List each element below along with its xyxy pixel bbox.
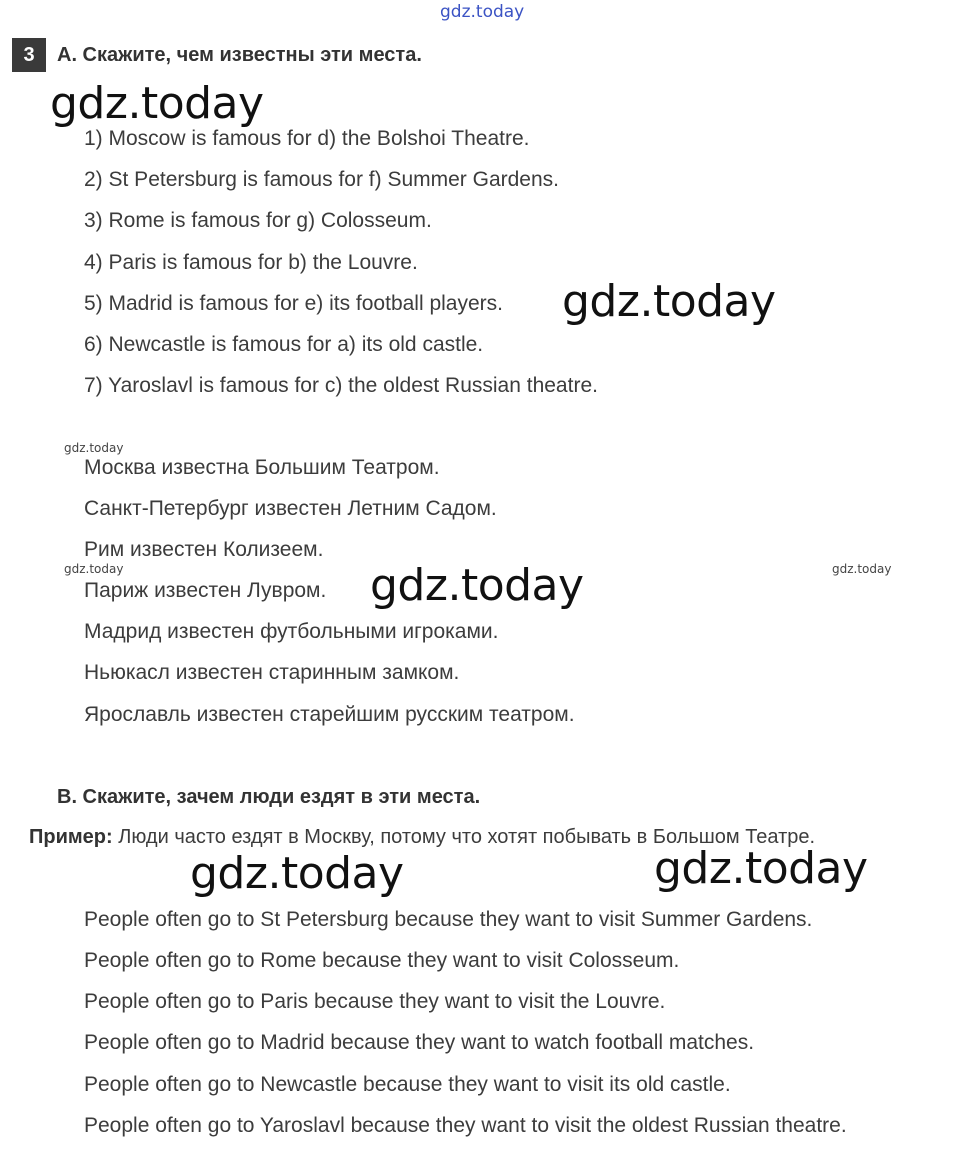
english-answer-line: 1) Moscow is famous for d) the Bolshoi Theatre. (84, 127, 530, 150)
english-answer-line: 2) St Petersburg is famous for f) Summer Gardens. (84, 168, 560, 191)
russian-translation-line: Рим известен Колизеем. (84, 538, 324, 561)
english-answer-line: 3) Rome is famous for g) Colosseum. (84, 209, 432, 232)
russian-translation-line: Москва известна Большим Театром. (84, 456, 440, 479)
watermark-large: gdz.today (50, 78, 264, 129)
russian-translation-line: Мадрид известен футбольными игроками. (84, 620, 499, 643)
exercise-number-badge: 3 (12, 38, 46, 72)
part-b-heading: B. Скажите, зачем люди ездят в эти места. (57, 786, 481, 808)
part-b-answer-line: People often go to Yaroslavl because they want to visit the oldest Russian theatre. (84, 1114, 847, 1137)
watermark-large: gdz.today (562, 276, 776, 327)
russian-translation-line: Ньюкасл известен старинным замком. (84, 661, 460, 684)
part-b-answer-line: People often go to St Petersburg because they want to visit Summer Gardens. (84, 908, 813, 931)
english-answer-line: 4) Paris is famous for b) the Louvre. (84, 251, 418, 274)
watermark-large: gdz.today (370, 560, 584, 611)
watermark-small: gdz.today (64, 562, 124, 576)
watermark-small: gdz.today (64, 441, 124, 455)
part-b-answer-line: People often go to Rome because they want to visit Colosseum. (84, 949, 680, 972)
watermark-top: gdz.today (440, 2, 525, 22)
part-b-answer-line: People often go to Madrid because they want to watch football matches. (84, 1031, 755, 1054)
watermark-large: gdz.today (190, 848, 404, 899)
part-b-answer-line: People often go to Newcastle because they want to visit its old castle. (84, 1073, 731, 1096)
part-a-heading: A. Скажите, чем известны эти места. (57, 44, 422, 66)
example-text: Люди часто ездят в Москву, потому что хотят побывать в Большом Театре. (112, 826, 816, 848)
russian-translation-line: Санкт-Петербург известен Летним Садом. (84, 497, 497, 520)
watermark-large: gdz.today (654, 843, 868, 894)
watermark-small: gdz.today (832, 562, 892, 576)
part-b-answer-line: People often go to Paris because they want to visit the Louvre. (84, 990, 666, 1013)
english-answer-line: 5) Madrid is famous for e) its football players. (84, 292, 503, 315)
example-line (29, 826, 815, 849)
russian-translation-line: Париж известен Лувром. (84, 579, 327, 602)
example-label: Пример: (29, 826, 113, 848)
russian-translation-line: Ярославль известен старейшим русским театром. (84, 703, 575, 726)
english-answer-line: 7) Yaroslavl is famous for c) the oldest Russian theatre. (84, 374, 598, 397)
english-answer-line: 6) Newcastle is famous for a) its old castle. (84, 333, 484, 356)
